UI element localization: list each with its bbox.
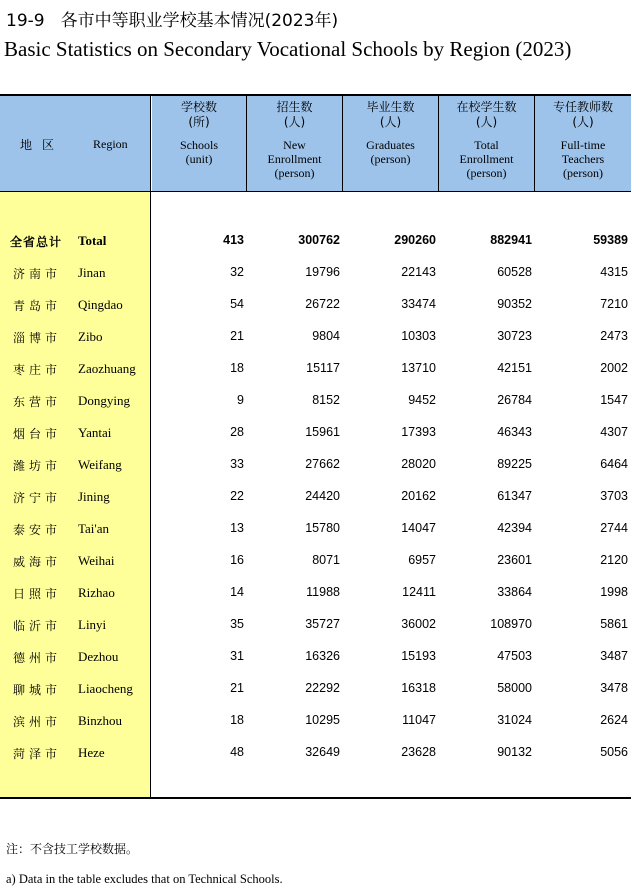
column-header-en: Enrollment: [267, 152, 322, 166]
column-header-cn: (人): [283, 115, 306, 129]
table-cell: 1547: [600, 393, 628, 407]
table-cell: 15780: [305, 521, 340, 535]
table-cell: 882941: [490, 233, 532, 247]
region-name-en: Rizhao: [78, 585, 115, 600]
column-header-cn: 专任教师数: [552, 100, 613, 114]
column-header-en: (person): [370, 152, 411, 166]
column-header-en: Enrollment: [459, 152, 514, 166]
table-title-en: Basic Statistics on Secondary Vocational Schools by Region (2023): [4, 37, 572, 61]
table-cell: 12411: [402, 585, 436, 599]
column-header-en: Graduates: [366, 138, 415, 152]
table-row: [0, 704, 631, 736]
region-name-en: Weihai: [78, 553, 115, 568]
table-cell: 7210: [600, 297, 628, 311]
region-name-cn: 烟台市: [13, 427, 62, 441]
column-header-en: Teachers: [561, 152, 605, 166]
table-row: [0, 448, 631, 480]
column-header: [535, 100, 631, 190]
table-cell: 13710: [401, 361, 436, 375]
region-header: [0, 96, 150, 192]
total-row: [0, 224, 631, 256]
region-name-cn: 德州市: [13, 651, 62, 665]
table-cell: 21: [230, 329, 244, 343]
region-header-cn: 地区: [20, 137, 65, 152]
table-row: [0, 256, 631, 288]
table-cell: 8152: [312, 393, 340, 407]
table-cell: 9804: [312, 329, 340, 343]
column-header-en: Schools: [179, 138, 218, 152]
table-cell: 18: [230, 713, 244, 727]
column-header: [152, 100, 246, 190]
table-cell: 2473: [600, 329, 628, 343]
table-cell: 6464: [600, 457, 628, 471]
table-cell: 9: [237, 393, 244, 407]
table-cell: 15193: [401, 649, 436, 663]
region-name-en: Zibo: [78, 329, 103, 344]
table-cell: 22143: [401, 265, 436, 279]
region-name-cn: 临沂市: [13, 619, 62, 633]
table-cell: 33864: [497, 585, 532, 599]
column-header: [439, 100, 534, 190]
region-name-cn: 全省总计: [10, 235, 63, 249]
region-name-cn: 青岛市: [13, 299, 62, 313]
region-name-en: Heze: [78, 745, 105, 760]
table-cell: 108970: [490, 617, 532, 631]
table-cell: 16: [230, 553, 244, 567]
table-cell: 59389: [593, 233, 628, 247]
table-cell: 48: [230, 745, 244, 759]
region-name-cn: 滨州市: [13, 715, 62, 729]
table-row: [0, 608, 631, 640]
table-cell: 8071: [312, 553, 340, 567]
region-name-en: Total: [78, 233, 107, 248]
bottom-rule: [0, 797, 631, 799]
table-number: 19-9: [6, 11, 45, 31]
table-cell: 5056: [600, 745, 628, 759]
table-row: [0, 736, 631, 768]
table-cell: 5861: [600, 617, 628, 631]
table-cell: 20162: [401, 489, 436, 503]
region-header-en: Region: [93, 136, 128, 151]
table-cell: 28: [230, 425, 244, 439]
table-cell: 413: [223, 233, 244, 247]
region-name-en: Jining: [78, 489, 110, 504]
region-name-en: Tai'an: [78, 521, 110, 536]
table-cell: 3487: [600, 649, 628, 663]
table-cell: 28020: [401, 457, 436, 471]
table-cell: 16318: [401, 681, 436, 695]
column-header-en: New: [283, 138, 306, 152]
table-cell: 290260: [394, 233, 436, 247]
region-name-en: Weifang: [78, 457, 122, 472]
region-name-en: Liaocheng: [78, 681, 133, 696]
region-name-en: Linyi: [78, 617, 107, 632]
table-cell: 90132: [497, 745, 532, 759]
table-row: [0, 672, 631, 704]
region-name-cn: 东营市: [13, 395, 62, 409]
region-name-cn: 威海市: [13, 555, 62, 569]
region-name-cn: 济宁市: [13, 491, 62, 505]
table-cell: 32649: [305, 745, 340, 759]
table-cell: 2002: [600, 361, 628, 375]
region-name-cn: 淄博市: [13, 331, 62, 345]
table-cell: 10295: [305, 713, 340, 727]
column-header: [343, 100, 438, 190]
column-header-en: (unit): [185, 152, 213, 166]
table-title-cn: [6, 6, 338, 31]
column-header-cn: 学校数: [180, 100, 217, 114]
region-name-en: Qingdao: [78, 297, 123, 312]
region-name-cn: 菏泽市: [13, 747, 62, 761]
table-cell: 61347: [497, 489, 532, 503]
column-header-cn: 招生数: [276, 100, 313, 114]
table-cell: 9452: [408, 393, 436, 407]
table-cell: 58000: [497, 681, 532, 695]
region-name-en: Dongying: [78, 393, 130, 408]
table-cell: 31024: [497, 713, 532, 727]
region-name-cn: 日照市: [13, 587, 62, 601]
table-cell: 18: [230, 361, 244, 375]
table-cell: 60528: [497, 265, 532, 279]
column-header-cn: (所): [188, 115, 210, 129]
table-row: [0, 288, 631, 320]
table-cell: 22: [230, 489, 244, 503]
region-name-cn: 聊城市: [13, 683, 62, 697]
table-cell: 19796: [305, 265, 340, 279]
column-header-cn: (人): [379, 115, 402, 129]
table-cell: 27662: [305, 457, 340, 471]
table-cell: 4315: [600, 265, 628, 279]
table-cell: 14: [230, 585, 244, 599]
table-cell: 2120: [600, 553, 628, 567]
table-cell: 46343: [497, 425, 532, 439]
table-cell: 3703: [600, 489, 628, 503]
column-header-cn: 在校学生数: [456, 100, 517, 114]
column-header-en: (person): [466, 166, 507, 180]
column-header: [247, 100, 342, 190]
table-row: [0, 640, 631, 672]
table-cell: 33: [230, 457, 244, 471]
table-cell: 11988: [306, 585, 340, 599]
table-cell: 90352: [497, 297, 532, 311]
table-row: [0, 544, 631, 576]
table-cell: 36002: [401, 617, 436, 631]
table-cell: 4307: [600, 425, 628, 439]
table-row: [0, 480, 631, 512]
table-cell: 35727: [305, 617, 340, 631]
table-cell: 35: [230, 617, 244, 631]
table-cell: 2624: [600, 713, 628, 727]
table-cell: 24420: [305, 489, 340, 503]
table-cell: 2744: [600, 521, 628, 535]
table-cell: 23601: [497, 553, 532, 567]
column-header-cn: 毕业生数: [366, 100, 415, 114]
table-row: [0, 512, 631, 544]
table-cell: 42151: [497, 361, 532, 375]
table-cell: 6957: [408, 553, 436, 567]
region-name-en: Zaozhuang: [78, 361, 136, 376]
table-row: [0, 352, 631, 384]
table-cell: 300762: [298, 233, 340, 247]
table-row: [0, 576, 631, 608]
table-cell: 31: [230, 649, 244, 663]
column-header-en: Full-time: [560, 138, 606, 152]
table-cell: 21: [230, 681, 244, 695]
column-header-cn: (人): [572, 115, 594, 129]
table-cell: 26784: [497, 393, 532, 407]
table-cell: 22292: [305, 681, 340, 695]
column-header-en: (person): [563, 166, 603, 180]
table-cell: 14047: [401, 521, 436, 535]
table-cell: 33474: [401, 297, 436, 311]
column-header-cn: (人): [475, 115, 498, 129]
region-name-cn: 潍坊市: [13, 459, 62, 473]
region-name-en: Dezhou: [78, 649, 119, 664]
table-cell: 32: [230, 265, 244, 279]
column-header-en: Total: [474, 138, 499, 152]
table-cell: 23628: [401, 745, 436, 759]
table-cell: 47503: [497, 649, 532, 663]
table-row: [0, 320, 631, 352]
table-cell: 16326: [305, 649, 340, 663]
column-header-en: (person): [274, 166, 315, 180]
table-cell: 42394: [497, 521, 532, 535]
title-cn-text: 各市中等职业学校基本情况(2023年): [60, 11, 339, 31]
table-cell: 11047: [402, 713, 436, 727]
table-cell: 26722: [305, 297, 340, 311]
table-cell: 30723: [497, 329, 532, 343]
region-name-cn: 济南市: [13, 267, 62, 281]
region-name-en: Yantai: [78, 425, 112, 440]
table-cell: 15961: [305, 425, 340, 439]
region-name-cn: 枣庄市: [13, 363, 62, 377]
table-cell: 3478: [600, 681, 628, 695]
footnote-en: a) Data in the table excludes that on Technical Schools.: [6, 872, 283, 886]
region-name-en: Binzhou: [78, 713, 123, 728]
table-row: [0, 384, 631, 416]
table-cell: 54: [230, 297, 244, 311]
table-cell: 15117: [306, 361, 340, 375]
table-row: [0, 416, 631, 448]
table-cell: 17393: [401, 425, 436, 439]
region-name-en: Jinan: [78, 265, 106, 280]
table-cell: 13: [230, 521, 244, 535]
table-cell: 89225: [497, 457, 532, 471]
table-cell: 10303: [401, 329, 436, 343]
region-name-cn: 泰安市: [13, 523, 62, 537]
footnote-cn: 注：不含技工学校数据。: [6, 842, 139, 856]
table-cell: 1998: [600, 585, 628, 599]
